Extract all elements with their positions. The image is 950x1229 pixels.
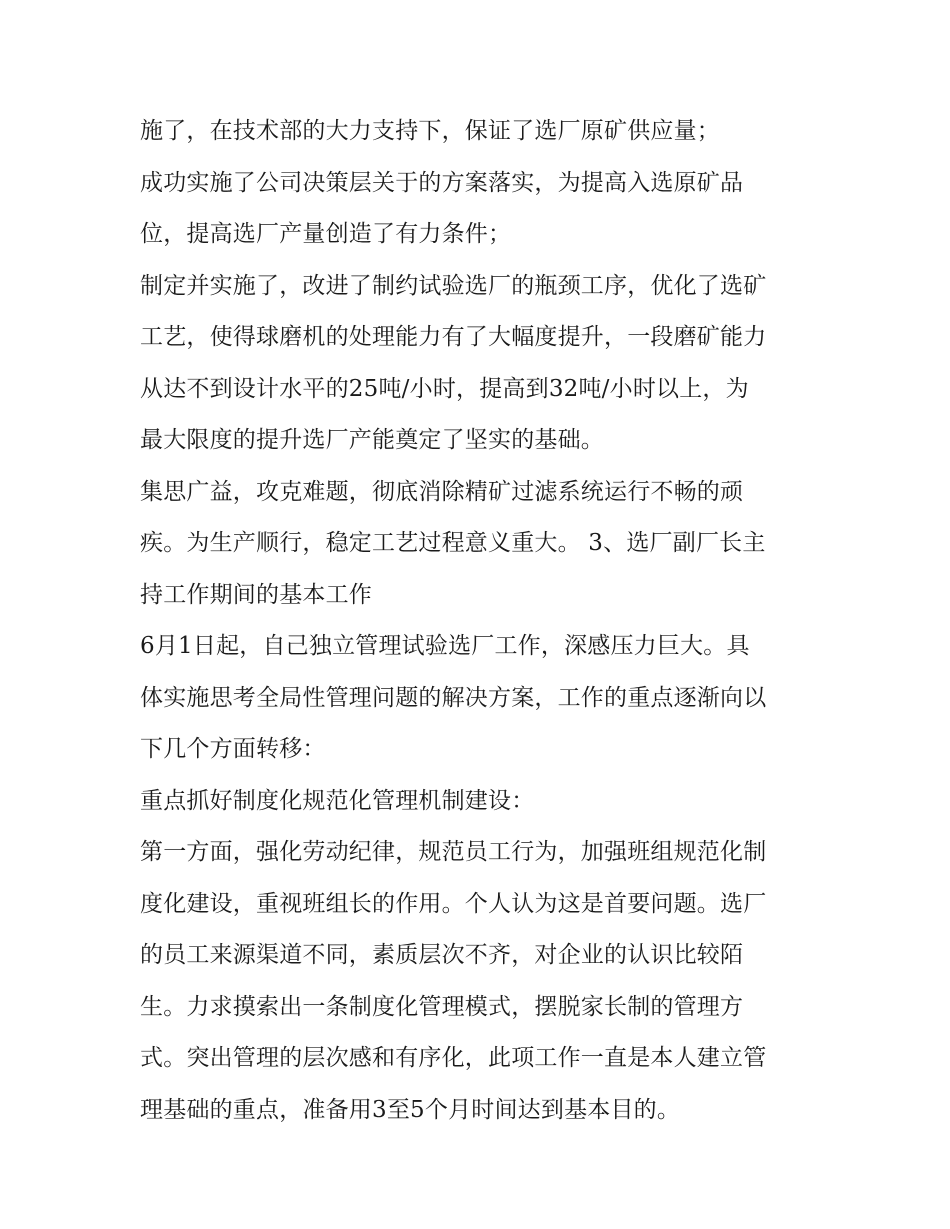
text-line: 施了，在技术部的大力支持下，保证了选厂原矿供应量； [140, 118, 720, 144]
document-body [140, 106, 830, 1136]
text-line: 最大限度的提升选厂产能奠定了坚实的基础。 [140, 427, 604, 453]
text-line: 6月1日起，自己独立管理试验选厂工作，深感压力巨大。具 [140, 633, 750, 659]
text-line: 集思广益，攻克难题，彻底消除精矿过滤系统运行不畅的顽 [140, 478, 744, 505]
text-line: 重点抓好制度化规范化管理机制建设： [140, 787, 535, 814]
text-line: 位，提高选厂产量创造了有力条件； [140, 221, 512, 247]
text-line: 的员工来源渠道不同，素质层次不齐，对企业的认识比较陌 [140, 942, 744, 968]
text-line: 成功实施了公司决策层关于的方案落实，为提高入选原矿品 [140, 169, 744, 196]
text-line: 生。力求摸索出一条制度化管理模式，摆脱家长制的管理方 [140, 993, 744, 1020]
text-line: 第一方面，强化劳动纪律，规范员工行为，加强班组规范化制 [140, 839, 767, 865]
text-line: 制定并实施了，改进了制约试验选厂的瓶颈工序，优化了选矿 [140, 272, 767, 299]
text-line: 式。突出管理的层次感和有序化，此项工作一直是本人建立管 [140, 1045, 767, 1071]
text-line: 疾。为生产顺行，稳定工艺过程意义重大。 3、选厂副厂长主 [140, 530, 766, 556]
text-line: 下几个方面转移： [140, 736, 326, 762]
text-line: 从达不到设计水平的25吨/小时，提高到32吨/小时以上，为 [140, 375, 749, 402]
text-line: 持工作期间的基本工作 [140, 581, 372, 608]
text-line: 工艺，使得球磨机的处理能力有了大幅度提升，一段磨矿能力 [140, 324, 767, 350]
text-line: 理基础的重点，准备用3至5个月时间达到基本目的。 [140, 1096, 681, 1123]
text-line: 体实施思考全局性管理问题的解决方案，工作的重点逐渐向以 [140, 684, 767, 711]
text-line: 度化建设，重视班组长的作用。个人认为这是首要问题。选厂 [140, 890, 767, 917]
